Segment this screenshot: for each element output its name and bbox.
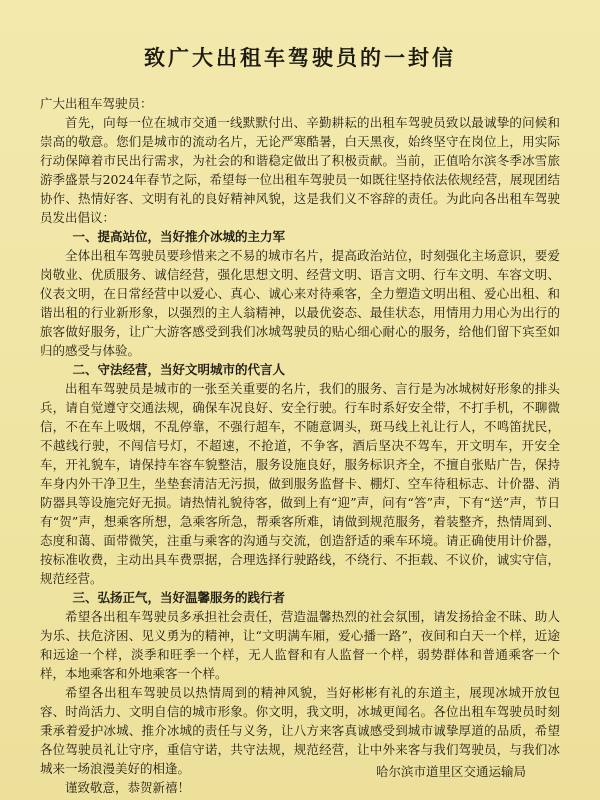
section-2-body: 出租车驾驶员是城市的一张至关重要的名片，我们的服务、言行是为冰城树好形象的排头兵，请自觉遵守交通法规，确保车况良好、安全行驶。行车时系好安全带，不打手机，不聊微信，不在车上吸烟，不乱停靠，不强行超车，不随意调头，斑马线上礼让行人，不鸣笛扰民，不越线行驶，不闯信号灯，不超速，不抢道，不争客，酒后坚决不驾车，开文明车，开安全车，开礼貌车，请保持车容车貌整洁，服务设施良好，服务标识齐全，不擅自张贴广告，保持车身内外干净卫生，坐垫套清洁无污损，做到服务监督卡、棚灯、空车待租标志、计价器、消防器具等设施完好无损。请热情礼貌待客，做到上有“迎”声，问有“答”声，下有“送”声，节日有“贺”声，想乘客所想，急乘客所急，帮乘客所难，请做到规范服务，着装整齐，热情周到、态度和蔼、面带微笑，注重与乘客的沟通与交流，创造舒适的乘车环境。请正确使用计价器，按标准收费，主动出具车费票据，合理选择行驶路线，不绕行、不拒载、不议价，诚实守信，规范经营。 xyxy=(40,381,560,586)
section-2-heading: 二、守法经营，当好文明城市的代言人 xyxy=(72,362,286,377)
intro-paragraph: 首先，向每一位在城市交通一线默默付出、辛勤耕耘的出租车驾驶员致以最诚挚的问候和崇高的敬意。您们是城市的流动名片，无论严寒酷暑，白天黑夜，始终坚守在岗位上，用实际行动保障着市民出行需求，为社会的和谐稳定做出了积极贡献。当前，正值哈尔滨冬季冰雪旅游季盛景与2024年春节之际，希望每一位出租车驾驶员一如既往坚持依法依规经营，展现团结协作、热情好客、文明有礼的良好精神风貌，这是我们义不容辞的责任。为此向各出租车驾驶员发出倡议： xyxy=(40,115,560,225)
section-1-body: 全体出租车驾驶员要珍惜来之不易的城市名片，提高政治站位，时刻强化主场意识，要爱岗敬业、优质服务、诚信经营，强化思想文明、经营文明、语言文明、行车文明、车容文明、仪表文明，在日常经营中以爱心、真心、诚心来对待乘客，全力塑造文明出租、爱心出租、和谐出租的行业新形象，以强烈的主人翁精神，以最优姿态、最佳状态，用情用力用心为出行的旅客做好服务，让广大游客感受到我们冰城驾驶员的贴心细心耐心的服务，给他们留下宾至如归的感受与体验。 xyxy=(40,248,560,358)
section-3-heading: 三、弘扬正气，当好温馨服务的践行者 xyxy=(72,590,286,605)
issuer-signature: 哈尔滨市道里区交通运输局 xyxy=(375,764,526,779)
regards-line: 谨致敬意，恭贺新禧！ xyxy=(65,780,191,795)
section-3-body: 希望各出租车驾驶员多承担社会责任，营造温馨热烈的社会氛围，请发扬拾金不昧、助人为乐、扶危济困、见义勇为的精神，让“文明满车厢，爱心播一路”，夜间和白天一个样，近途和远途一个样，淡季和旺季一个样，无人监督和有人监督一个样，弱势群体和普通乘客一个样，本地乘客和外地乘客一个样。 xyxy=(40,609,560,681)
salutation: 广大出租车驾驶员： xyxy=(40,96,153,111)
section-1-heading: 一、提高站位，当好推介冰城的主力军 xyxy=(72,229,286,244)
letter-title: 致广大出租车驾驶员的一封信 xyxy=(144,45,456,70)
closing-paragraph: 希望各出租车驾驶员以热情周到的精神风貌，当好彬彬有礼的东道主，展现冰城开放包容、时尚活力、文明自信的城市形象。你文明，我文明，冰城更闻名。各位出租车驾驶员时刻秉承着爱护冰城、推介冰城的责任与义务，让八方来客真诚感受到城市诚挚厚道的品质，希望各位驾驶员礼让守序，重信守诺，共守法规，规范经营，让中外来客与我们驾驶员，与我们冰城来一场浪漫美好的相逢。 xyxy=(40,685,560,776)
